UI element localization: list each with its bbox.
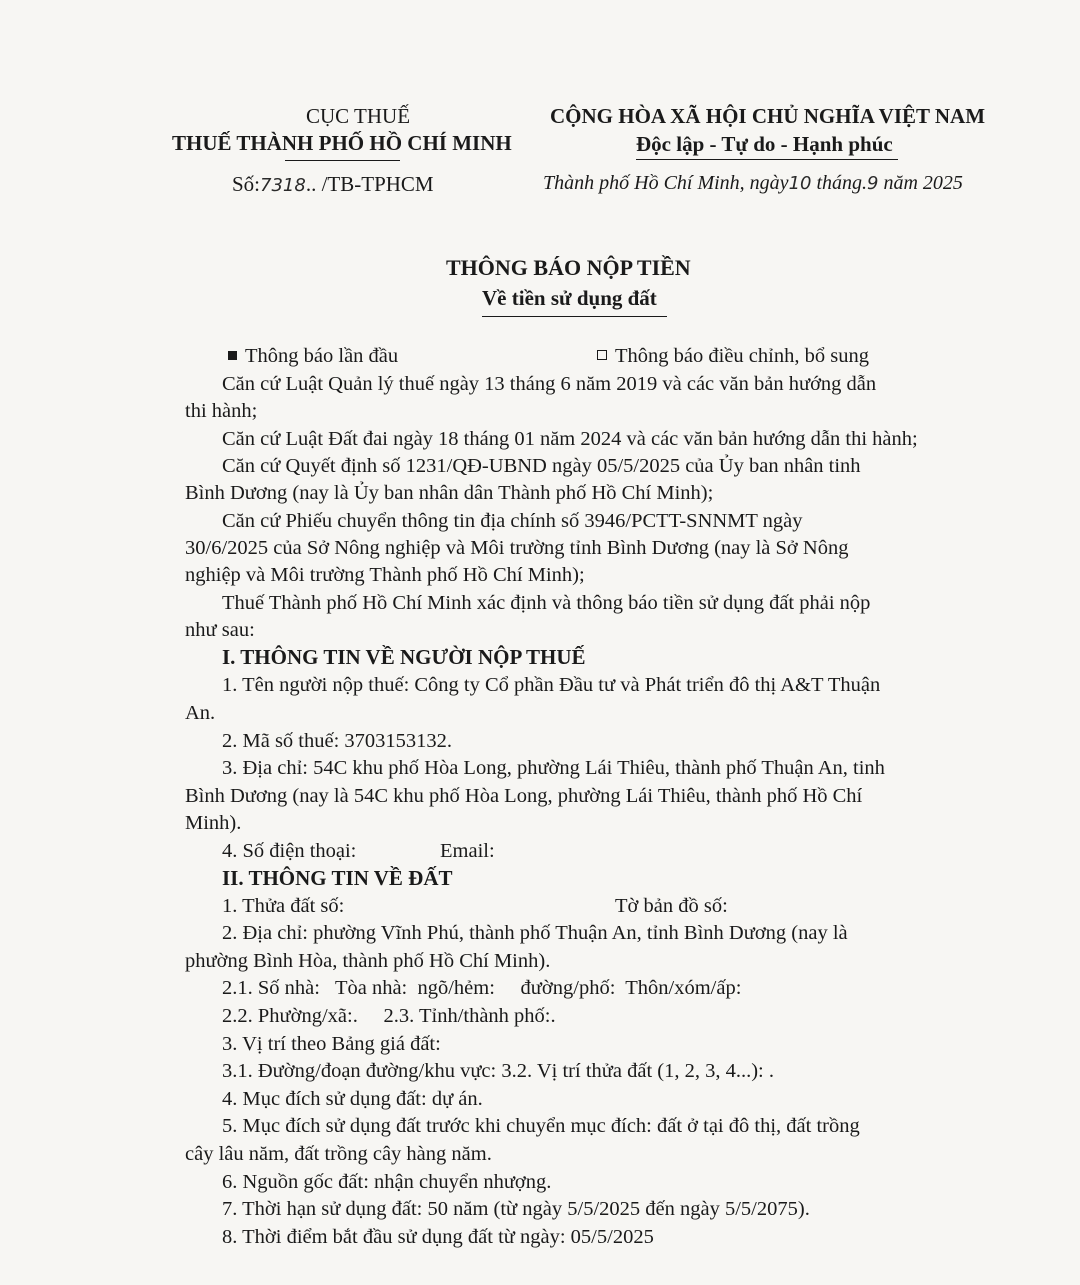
tax-code: 2. Mã số thuế: 3703153132. bbox=[222, 730, 453, 752]
notice-type-adjust-label: Thông báo điều chỉnh, bổ sung bbox=[615, 345, 869, 367]
date-prefix: Thành phố Hồ Chí Minh, ngày bbox=[543, 172, 789, 194]
basis-3-line-1: Căn cứ Quyết định số 1231/QĐ-UBND ngày 05/5/2025 của Ủy ban nhân tinh bbox=[222, 455, 861, 477]
land-use-start-date: 8. Thời điểm bắt đầu sử dụng đất từ ngày: 05/5/2025 bbox=[222, 1226, 654, 1248]
basis-2: Căn cứ Luật Đất đai ngày 18 tháng 01 năm 2024 và các văn bản hướng dẫn thi hành; bbox=[222, 428, 918, 450]
notice-subtitle: Về tiền sử dụng đất bbox=[482, 286, 657, 310]
document-date bbox=[543, 172, 963, 195]
document-number bbox=[232, 172, 434, 197]
price-table-position: 3. Vị trí theo Bảng giá đất: bbox=[222, 1033, 441, 1055]
filled-checkbox-icon bbox=[228, 351, 237, 360]
date-year: năm 2025 bbox=[883, 172, 963, 194]
prior-purpose-line-2: cây lâu năm, đất trồng cây hàng năm. bbox=[185, 1143, 492, 1165]
email-label: Email: bbox=[440, 840, 495, 862]
basis-4-line-3: nghiệp và Môi trường Thành phố Hồ Chí Minh); bbox=[185, 564, 585, 586]
taxpayer-name-line-1: 1. Tên người nộp thuế: Công ty Cổ phần Đầu tư và Phát triển đô thị A&T Thuận bbox=[222, 674, 881, 696]
agency-subname: THUẾ THÀNH PHỐ HỒ CHÍ MINH bbox=[172, 131, 512, 155]
road-position: 3.1. Đường/đoạn đường/khu vực: 3.2. Vị trí thửa đất (1, 2, 3, 4...): . bbox=[222, 1060, 774, 1082]
map-sheet-label: Tờ bản đồ số: bbox=[615, 895, 728, 917]
land-address-line-2: phường Bình Hòa, thành phố Hồ Chí Minh). bbox=[185, 950, 551, 972]
notice-type-adjust bbox=[597, 345, 869, 368]
ward-province: 2.2. Phường/xã:. 2.3. Tỉnh/thành phố:. bbox=[222, 1005, 556, 1027]
doc-number-prefix: Số: bbox=[232, 172, 261, 196]
taxpayer-name-line-2: An. bbox=[185, 702, 216, 724]
notice-type-first bbox=[228, 345, 398, 368]
section-1-heading: I. THÔNG TIN VỀ NGƯỜI NỘP THUẾ bbox=[222, 645, 586, 669]
date-month: 9 bbox=[867, 173, 879, 194]
taxpayer-address-line-3: Minh). bbox=[185, 812, 242, 834]
motto-underline bbox=[636, 159, 898, 160]
notice-type-first-label: Thông báo lần đầu bbox=[245, 345, 399, 367]
republic-title: CỘNG HÒA XÃ HỘI CHỦ NGHĨA VIỆT NAM bbox=[550, 104, 986, 128]
address-details: 2.1. Số nhà: Tòa nhà: ngõ/hẻm: đường/phố: Thôn/xóm/ấp: bbox=[222, 977, 742, 999]
notice-title: THÔNG BÁO NỘP TIỀN bbox=[446, 255, 691, 280]
plot-number-label: 1. Thửa đất số: bbox=[222, 895, 345, 917]
taxpayer-address-line-1: 3. Địa chỉ: 54C khu phố Hòa Long, phường Lái Thiêu, thành phố Thuận An, tinh bbox=[222, 757, 885, 779]
national-motto: Độc lập - Tự do - Hạnh phúc bbox=[636, 132, 893, 156]
section-2-heading: II. THÔNG TIN VỀ ĐẤT bbox=[222, 866, 453, 890]
subtitle-underline bbox=[482, 316, 667, 317]
prior-purpose-line-1: 5. Mục đích sử dụng đất trước khi chuyển mục đích: đất ở tại đô thị, đất trồng bbox=[222, 1115, 860, 1137]
date-month-label: tháng. bbox=[816, 172, 868, 194]
phone-label: 4. Số điện thoại: bbox=[222, 840, 357, 862]
land-use-purpose: 4. Mục đích sử dụng đất: dự án. bbox=[222, 1088, 483, 1110]
doc-number-suffix: .. /TB-TPHCM bbox=[305, 172, 434, 196]
date-day: 10 bbox=[788, 173, 812, 194]
empty-checkbox-icon bbox=[597, 350, 607, 360]
basis-4-line-1: Căn cứ Phiếu chuyển thông tin địa chính số 3946/PCTT-SNNMT ngày bbox=[222, 510, 803, 532]
taxpayer-address-line-2: Bình Dương (nay là 54C khu phố Hòa Long, phường Lái Thiêu, thành phố Hồ Chí bbox=[185, 785, 863, 807]
basis-4-line-2: 30/6/2025 của Sở Nông nghiệp và Môi trường tỉnh Bình Dương (nay là Sở Nông bbox=[185, 537, 849, 559]
basis-3-line-2: Bình Dương (nay là Ủy ban nhân dân Thành phố Hồ Chí Minh); bbox=[185, 482, 714, 504]
agency-underline bbox=[285, 160, 400, 161]
basis-5-line-1: Thuế Thành phố Hồ Chí Minh xác định và thông báo tiền sử dụng đất phải nộp bbox=[222, 592, 871, 614]
basis-1-line-1: Căn cứ Luật Quản lý thuế ngày 13 tháng 6 năm 2019 và các văn bản hướng dẫn bbox=[222, 373, 877, 395]
basis-1-line-2: thi hành; bbox=[185, 400, 258, 422]
land-origin: 6. Nguồn gốc đất: nhận chuyển nhượng. bbox=[222, 1171, 552, 1193]
agency-name: CỤC THUẾ bbox=[306, 104, 411, 128]
land-use-term: 7. Thời hạn sử dụng đất: 50 năm (từ ngày 5/5/2025 đến ngày 5/5/2075). bbox=[222, 1198, 810, 1220]
land-address-line-1: 2. Địa chỉ: phường Vĩnh Phú, thành phố Thuận An, tỉnh Bình Dương (nay là bbox=[222, 922, 848, 944]
basis-5-line-2: như sau: bbox=[185, 619, 255, 641]
doc-number-handwritten: 7318 bbox=[260, 175, 306, 196]
